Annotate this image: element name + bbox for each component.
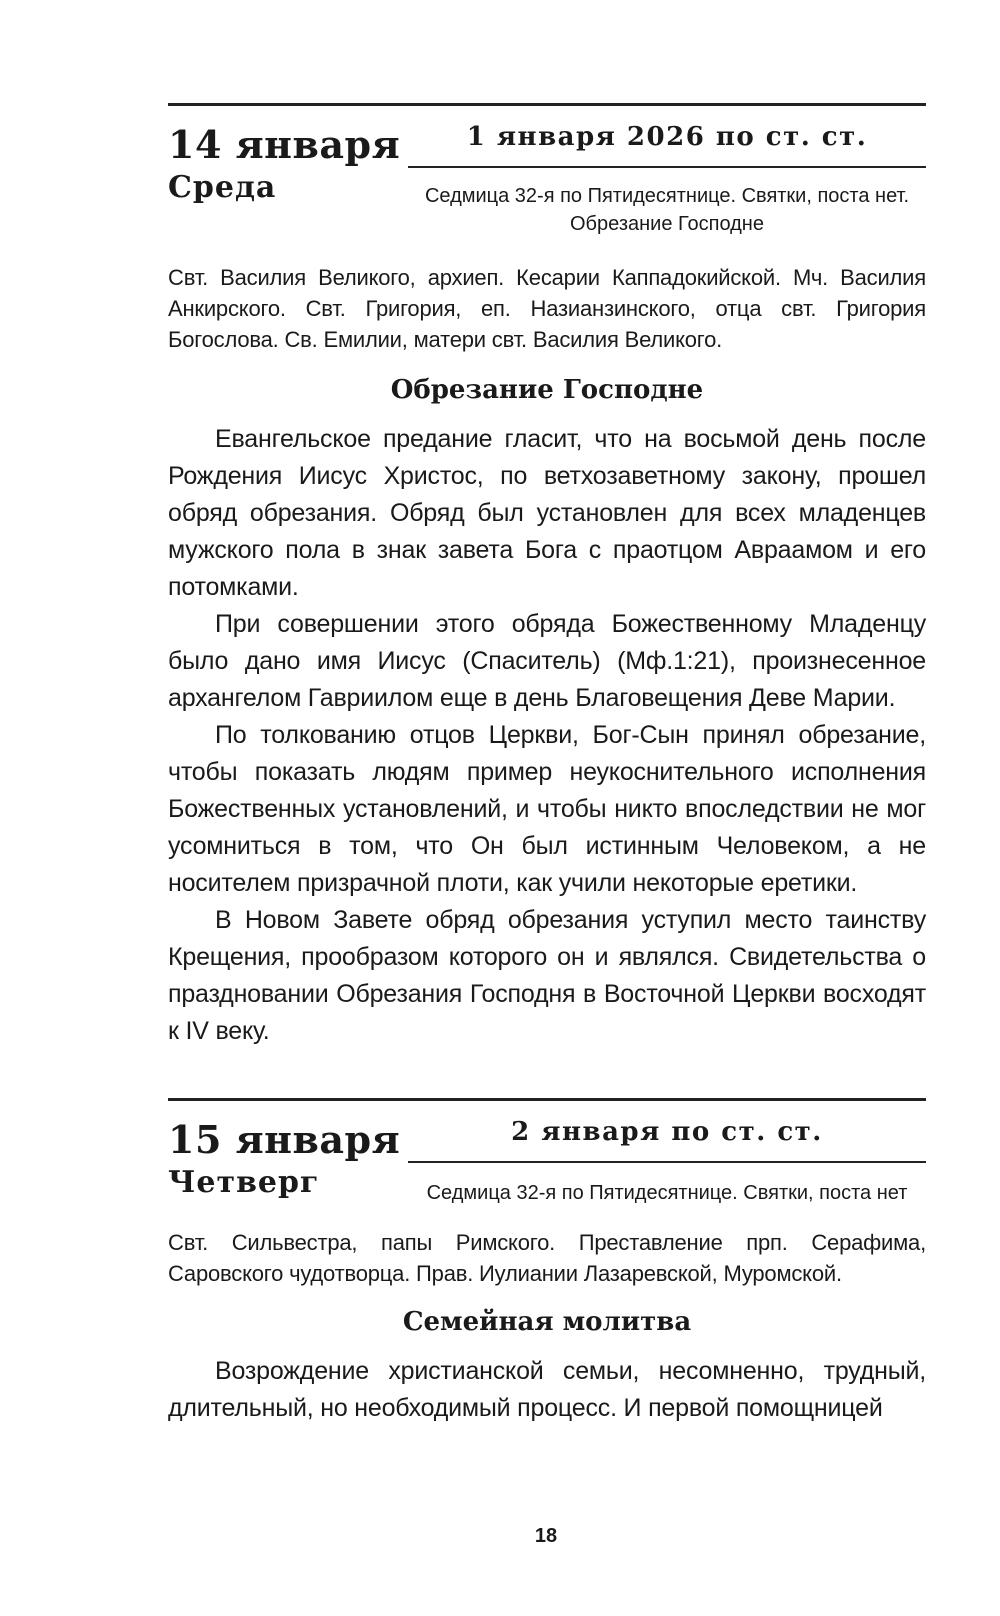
week-info-line-1: Седмица 32-я по Пятидесятнице. Святки, поста нет (426, 1182, 908, 1204)
header-divider (408, 1161, 926, 1163)
entry-weekday: Четверг (168, 1165, 320, 1200)
entry-weekday: Среда (168, 170, 277, 205)
entry-date: 14 января (168, 122, 401, 167)
week-info-line-1: Седмица 32-я по Пятидесятнице. Святки, поста нет. (424, 185, 910, 207)
article-paragraph: Евангельское предание гласит, что на восьмой день после Рождения Иисус Христос, по ветхозаветному закону, прошел обряд обрезания. Обряд был установлен для всех младенцев мужского пола в знак завета Бога с праотцом Авраамом и его потомками. (168, 425, 926, 601)
day-entry-14-jan (168, 103, 926, 1050)
header-divider (408, 166, 926, 168)
day-entry-15-jan (168, 1098, 926, 1427)
entry-header (168, 1101, 926, 1203)
old-style-date: 1 января 2026 по ст. ст. (466, 122, 868, 152)
week-info-line-2: Обрезание Господне (570, 213, 764, 235)
article-paragraph: По толкованию отцов Церкви, Бог-Сын принял обрезание, чтобы показать людям пример неукоснительного исполнения Божественных установлений, и чтобы никто впоследствии не мог усомниться в том, что Он был истинным Человеком, а не носителем призрачной плоти, как учили некоторые еретики. (168, 721, 926, 897)
saints-commemorated: Свт. Сильвестра, папы Римского. Преставление прп. Серафима, Саровского чудотворца. Прав. Иулиании Лазаревской, Муромской. (168, 1230, 926, 1286)
article-paragraph: При совершении этого обряда Божественному Младенцу было дано имя Иисус (Спаситель) (Мф.1:21), произнесенное архангелом Гавриилом еще в день Благовещения Деве Марии. (168, 610, 926, 712)
page-number: 18 (534, 1525, 558, 1547)
entry-header (168, 106, 926, 235)
article-title: Семейная молитва (402, 1307, 692, 1337)
article-paragraph: Возрождение христианской семьи, несомненно, трудный, длительный, но необходимый процесс. И первой помощницей (168, 1357, 926, 1422)
article-title: Обрезание Господне (390, 375, 704, 405)
entry-date: 15 января (168, 1117, 401, 1162)
old-style-date: 2 января по ст. ст. (511, 1117, 823, 1147)
article-paragraph: В Новом Завете обряд обрезания уступил место таинству Крещения, прообразом которого он и являлся. Свидетельства о праздновании Обрезания Господня в Восточной Церкви восходят к IV веку. (168, 906, 926, 1045)
saints-commemorated: Свт. Василия Великого, архиеп. Кесарии Каппадокийской. Мч. Василия Анкирского. Свт. Григория, еп. Назианзинского, отца свт. Григория Богослова. Св. Емилии, матери свт. Василия Великого. (168, 265, 926, 352)
